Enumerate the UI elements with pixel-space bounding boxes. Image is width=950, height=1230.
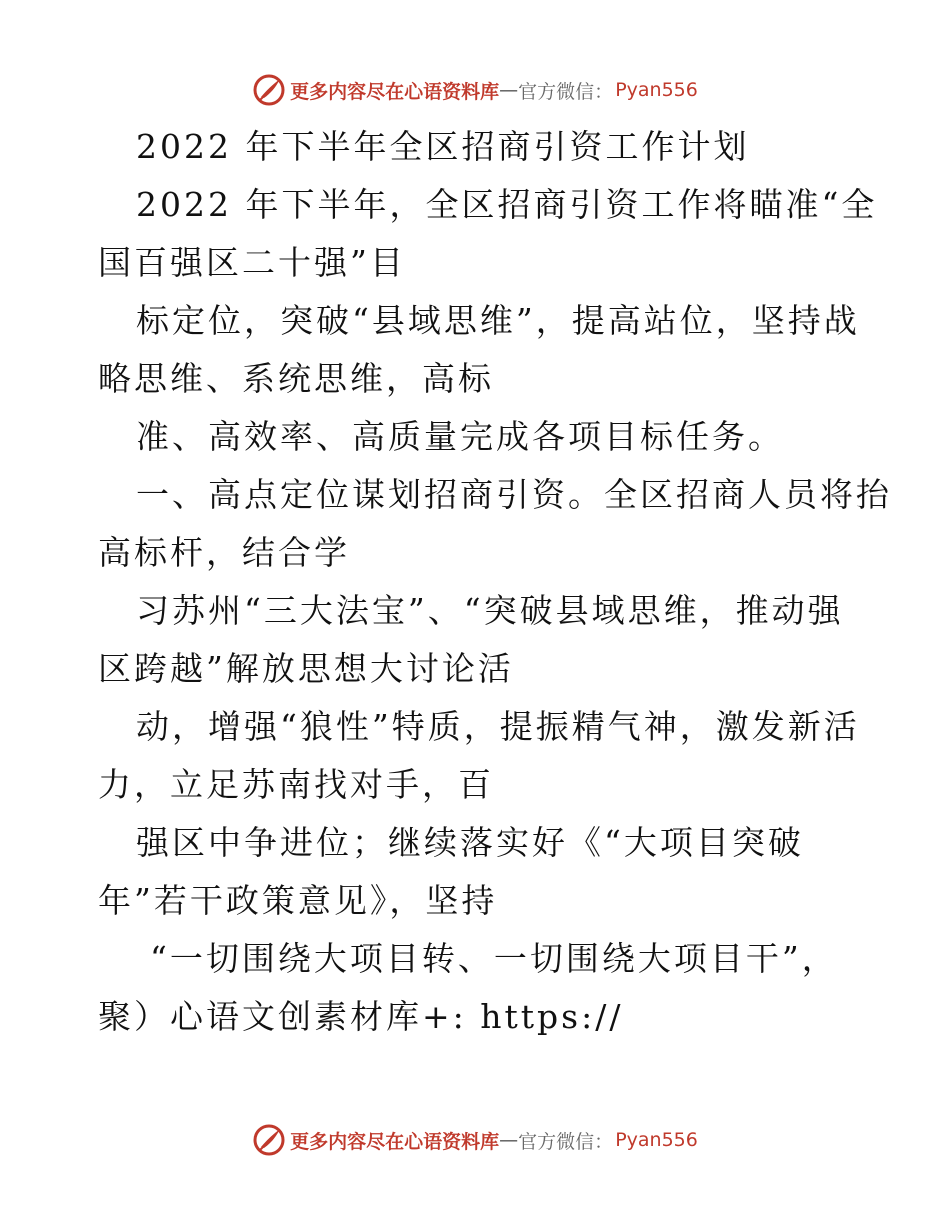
doc-line: 强区中争进位；继续落实好《“大项目突破: [136, 823, 804, 862]
doc-line: “一切围绕大项目转、一切围绕大项目干”，: [150, 939, 838, 978]
doc-line: 一、高点定位谋划招商引资。全区招商人员将抬: [136, 475, 892, 514]
banner-separator: —: [499, 79, 519, 101]
doc-line: 区跨越”解放思想大讨论活: [98, 649, 514, 688]
banner-wechat-id: Pyan556: [615, 1129, 698, 1151]
banner-main-text: 更多内容尽在心语资料库: [290, 1130, 500, 1153]
banner-main-text: 更多内容尽在心语资料库: [290, 80, 500, 103]
banner-wechat-id: Pyan556: [615, 79, 698, 101]
doc-line: 聚）心语文创素材库+: https://: [98, 997, 624, 1036]
doc-line: 习苏州“三大法宝”、“突破县域思维，推动强: [136, 591, 844, 630]
doc-line: 准、高效率、高质量完成各项目标任务。: [136, 417, 784, 456]
doc-title: 2022 年下半年全区招商引资工作计划: [136, 127, 750, 166]
footer-banner: [0, 1120, 950, 1160]
banner-sub-text: 官方微信：: [518, 80, 614, 103]
banner-separator: —: [499, 1129, 519, 1151]
doc-line: 动，增强“狼性”特质，提振精气神，激发新活: [136, 707, 860, 746]
doc-line: 国百强区二十强”目: [98, 243, 406, 282]
doc-line: 标定位，突破“县域思维”，提高站位，坚持战: [136, 301, 860, 340]
doc-line: 年”若干政策意见》，坚持: [98, 881, 498, 920]
feather-circle-logo-icon: [252, 73, 286, 107]
doc-line: 2022 年下半年，全区招商引资工作将瞄准“全: [136, 185, 878, 224]
doc-line: 略思维、系统思维，高标: [98, 359, 494, 398]
doc-line: 高标杆，结合学: [98, 533, 350, 572]
feather-circle-logo-icon: [252, 1123, 286, 1157]
header-banner: [0, 70, 950, 110]
doc-line: 力，立足苏南找对手，百: [98, 765, 494, 804]
document-body: [98, 118, 892, 1046]
banner-sub-text: 官方微信：: [518, 1130, 614, 1153]
